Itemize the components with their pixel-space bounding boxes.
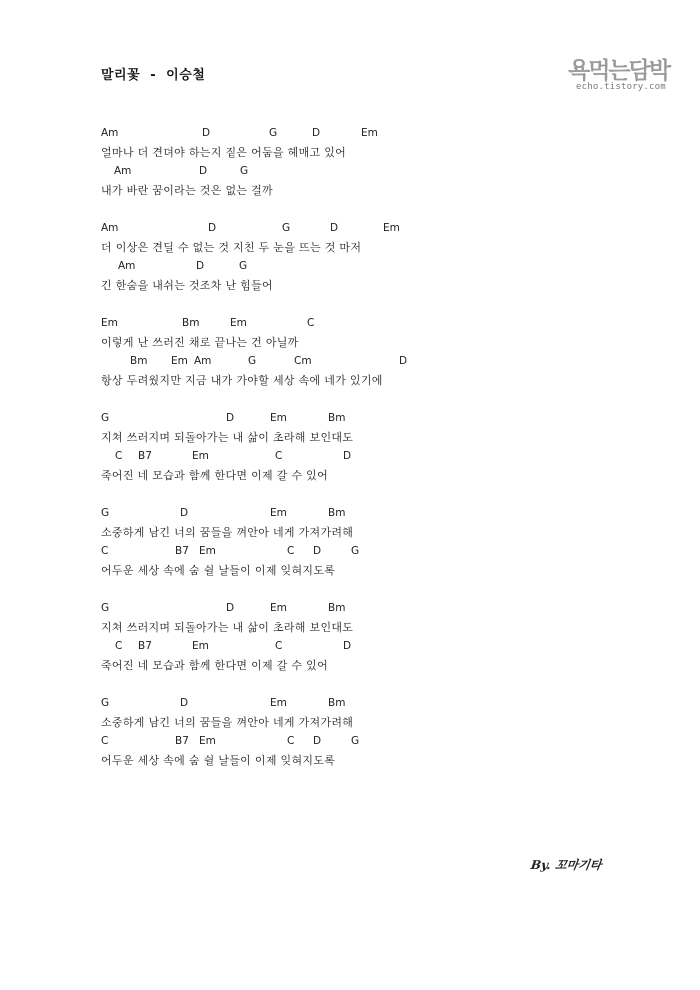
chord-line	[101, 352, 661, 371]
chord-line	[101, 409, 661, 428]
lyric-line: 얼마나 더 견뎌야 하는지 짙은 어둠을 헤매고 있어	[101, 146, 347, 159]
lyric-line: 소중하게 남긴 너의 꿈들을 껴안아 네게 가져가려해	[101, 526, 354, 539]
chord-label: Am	[118, 260, 136, 272]
chord-line	[101, 219, 661, 238]
chord-label: Em	[199, 545, 216, 557]
chord-label: Bm	[328, 412, 346, 424]
chord-line	[101, 257, 661, 276]
chord-label: Em	[270, 412, 287, 424]
chord-label: D	[343, 450, 352, 462]
chord-label: B7	[175, 545, 189, 557]
chord-label: D	[330, 222, 339, 234]
chord-label: D	[312, 127, 321, 139]
lyric-line: 더 이상은 견딜 수 없는 것 지친 두 눈을 뜨는 것 마저	[101, 241, 362, 254]
chord-label: C	[287, 545, 295, 557]
chord-label: G	[240, 165, 249, 177]
chord-label: C	[275, 450, 283, 462]
chord-label: D	[199, 165, 208, 177]
chord-line	[101, 599, 661, 618]
chord-label: B7	[138, 450, 152, 462]
chord-label: Am	[114, 165, 132, 177]
chord-label: D	[202, 127, 211, 139]
chord-label: D	[180, 697, 189, 709]
chord-label: G	[248, 355, 257, 367]
chord-label: C	[307, 317, 315, 329]
chord-line	[101, 542, 661, 561]
author-signature: By. 꼬마기타	[529, 858, 603, 872]
chord-line	[101, 637, 661, 656]
chord-label: D	[343, 640, 352, 652]
stanza-gap	[101, 200, 661, 219]
chord-label: D	[208, 222, 217, 234]
chord-label: Bm	[328, 697, 346, 709]
stanza-gap	[101, 485, 661, 504]
lyric-line: 지쳐 쓰러지며 되돌아가는 내 삶이 초라해 보인대도	[101, 431, 354, 444]
lyric-line: 긴 한숨을 내쉬는 것조차 난 힘들어	[101, 279, 273, 292]
chord-label: G	[239, 260, 248, 272]
chord-lyric-sheet	[101, 124, 661, 770]
lyric-line: 죽어진 네 모습과 함께 한다면 이제 갈 수 있어	[101, 659, 329, 672]
lyric-line: 이렇게 난 쓰러진 채로 끝나는 건 아닐까	[101, 336, 299, 349]
chord-line	[101, 162, 661, 181]
lyric-line: 내가 바란 꿈이라는 것은 없는 걸까	[101, 184, 273, 197]
chord-label: Em	[270, 697, 287, 709]
chord-label: Em	[192, 640, 209, 652]
lyric-line: 어두운 세상 속에 숨 쉴 날들이 이제 잊혀지도록	[101, 564, 336, 577]
chord-line	[101, 124, 661, 143]
chord-label: C	[115, 640, 123, 652]
chord-label: Em	[230, 317, 247, 329]
chord-label: Am	[101, 222, 119, 234]
chord-label: Em	[270, 507, 287, 519]
chord-line	[101, 732, 661, 751]
watermark-logo-text: 욕먹는담박	[568, 58, 670, 84]
chord-label: G	[101, 697, 110, 709]
chord-label: Em	[171, 355, 188, 367]
song-title: 말리꽃 - 이승철	[101, 68, 206, 83]
chord-label: Em	[199, 735, 216, 747]
lyric-line: 어두운 세상 속에 숨 쉴 날들이 이제 잊혀지도록	[101, 754, 336, 767]
stanza-gap	[101, 580, 661, 599]
chord-label: D	[226, 412, 235, 424]
chord-line	[101, 694, 661, 713]
chord-line	[101, 504, 661, 523]
chord-label: Bm	[182, 317, 200, 329]
chord-label: Em	[270, 602, 287, 614]
chord-label: Em	[361, 127, 378, 139]
chord-label: Em	[383, 222, 400, 234]
chord-label: C	[101, 735, 109, 747]
blog-watermark-logo	[568, 52, 670, 98]
stanza-gap	[101, 390, 661, 409]
chord-label: B7	[175, 735, 189, 747]
chord-label: D	[399, 355, 408, 367]
chord-label: Bm	[328, 602, 346, 614]
chord-line	[101, 314, 661, 333]
chord-label: C	[101, 545, 109, 557]
chord-label: C	[115, 450, 123, 462]
chord-label: Em	[192, 450, 209, 462]
chord-label: G	[351, 545, 360, 557]
chord-label: Bm	[130, 355, 148, 367]
chord-label: G	[269, 127, 278, 139]
chord-label: C	[275, 640, 283, 652]
chord-label: G	[351, 735, 360, 747]
lyric-line: 죽어진 네 모습과 함께 한다면 이제 갈 수 있어	[101, 469, 329, 482]
chord-label: Bm	[328, 507, 346, 519]
chord-label: Em	[101, 317, 118, 329]
chord-label: Am	[101, 127, 119, 139]
lyric-line: 항상 두려웠지만 지금 내가 가야할 세상 속에 네가 있기에	[101, 374, 383, 387]
lyric-line: 지쳐 쓰러지며 되돌아가는 내 삶이 초라해 보인대도	[101, 621, 354, 634]
chord-line	[101, 447, 661, 466]
stanza-gap	[101, 295, 661, 314]
chord-label: D	[196, 260, 205, 272]
chord-label: Am	[194, 355, 212, 367]
chord-label: G	[101, 507, 110, 519]
chord-label: D	[313, 545, 322, 557]
chord-label: B7	[138, 640, 152, 652]
chord-label: G	[282, 222, 291, 234]
chord-label: C	[287, 735, 295, 747]
watermark-url: echo.tistory.com	[576, 82, 666, 92]
chord-label: D	[226, 602, 235, 614]
chord-label: G	[101, 602, 110, 614]
lyric-line: 소중하게 남긴 너의 꿈들을 껴안아 네게 가져가려해	[101, 716, 354, 729]
chord-label: D	[180, 507, 189, 519]
chord-label: D	[313, 735, 322, 747]
chord-label: Cm	[294, 355, 312, 367]
chord-label: G	[101, 412, 110, 424]
stanza-gap	[101, 675, 661, 694]
